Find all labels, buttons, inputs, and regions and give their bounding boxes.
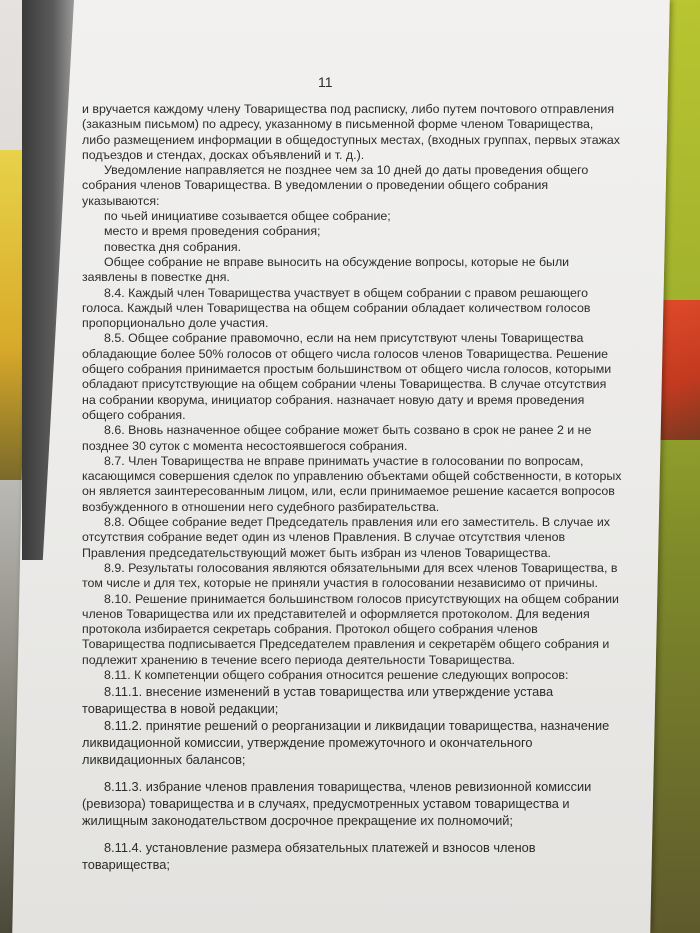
page-number: 11 — [318, 74, 333, 90]
paragraph-agenda-rule: Общее собрание не вправе выносить на обсуждение вопросы, которые не были заявлены в повестке дня. — [82, 254, 570, 285]
clause-8-11-3: 8.11.3. избрание членов правления товарищества, членов ревизионной комиссии (ревизора) товарищества и в случаях, предусмотренных уставом товарищества и жилищным законодательством досрочное прекращение их полномочий; — [82, 779, 592, 829]
clause-8-11: 8.11. К компетенции общего собрания относится решение следующих вопросов: — [104, 667, 569, 682]
notice-item: место и время проведения собрания; — [104, 224, 321, 239]
paragraph-continued: и вручается каждому члену Товарищества под расписку, либо путем почтового отправления (заказным письмом) по адресу, указанному в письменной форме членом Товарищества, либо размещением информации в общедоступных местах, (входных группах, первых этажах подъездов и стендах, досках объявлений и т. д.). — [82, 102, 620, 162]
paragraph-notice: Уведомление направляется не позднее чем за 10 дней до даты проведения общего собрания членов Товарищества. В уведомлении о проведении общего собрания указываются: — [82, 163, 589, 208]
notice-item: повестка дня собрания. — [104, 239, 242, 254]
document-text — [82, 102, 622, 873]
clause-8-11-4: 8.11.4. установление размера обязательных платежей и взносов членов товарищества; — [82, 840, 536, 873]
clause-8-11-2: 8.11.2. принятие решений о реорганизации и ликвидации товарищества, назначение ликвидационной комиссии, утверждение промежуточного и окончательного ликвидационных балансов; — [82, 718, 610, 768]
clause-8-10: 8.10. Решение принимается большинством голосов присутствующих на общем собрании членов Товарищества или их представителей и оформляется протоколом. Для ведения протокола избирается секретарь собрания. Протокол общего собрания членов Товарищества подписывается Председателем правления и секретарём общего собрания и подлежит хранению в течение всего периода деятельности Товарищества. — [82, 591, 619, 667]
clause-8-7: 8.7. Член Товарищества не вправе принимать участие в голосовании по вопросам, касающимся совершения сделок по управлению объектами общей собственности, в которых он является заинтересованным лицом, или, если принимаемое решение касается вопросов возбужденного в отношении него судебного разбирательства. — [82, 453, 622, 514]
clause-8-8: 8.8. Общее собрание ведет Председатель правления или его заместитель. В случае их отсутствия собрание ведет один из членов Правления. В случае отсутствия членов Правления председательствующий может быть избран из членов Товарищества. — [82, 515, 610, 560]
clause-8-6: 8.6. Вновь назначенное общее собрание может быть созвано в срок не ранее 2 и не позднее 30 суток с момента несостоявшегося собрания. — [82, 423, 592, 453]
clause-8-5: 8.5. Общее собрание правомочно, если на нем присутствуют члены Товарищества обладающие более 50% голосов от общего числа голосов членов Товарищества. Решение общего собрания принимается простым большинством от общего числа голосов, которыми обладают присутствующие на общем собрании члены Товарищества. В случае отсутствия на собрании кворума, инициатор собрания. назначает новую дату и время проведения общего собрания. — [82, 331, 612, 422]
clause-8-4: 8.4. Каждый член Товарищества участвует в общем собрании с правом решающего голоса. Каждый член Товарищества на общем собрании обладает количеством голосов пропорционально доле участия. — [82, 285, 591, 331]
clause-8-11-1: 8.11.1. внесение изменений в устав товарищества или утверждение устава товарищества в новой редакции; — [82, 684, 554, 717]
notice-item: по чьей инициативе созывается общее собрание; — [104, 209, 391, 224]
clause-8-9: 8.9. Результаты голосования являются обязательными для всех членов Товарищества, в том числе и для тех, которые не приняли участия в голосовании независимо от причины. — [82, 560, 618, 591]
